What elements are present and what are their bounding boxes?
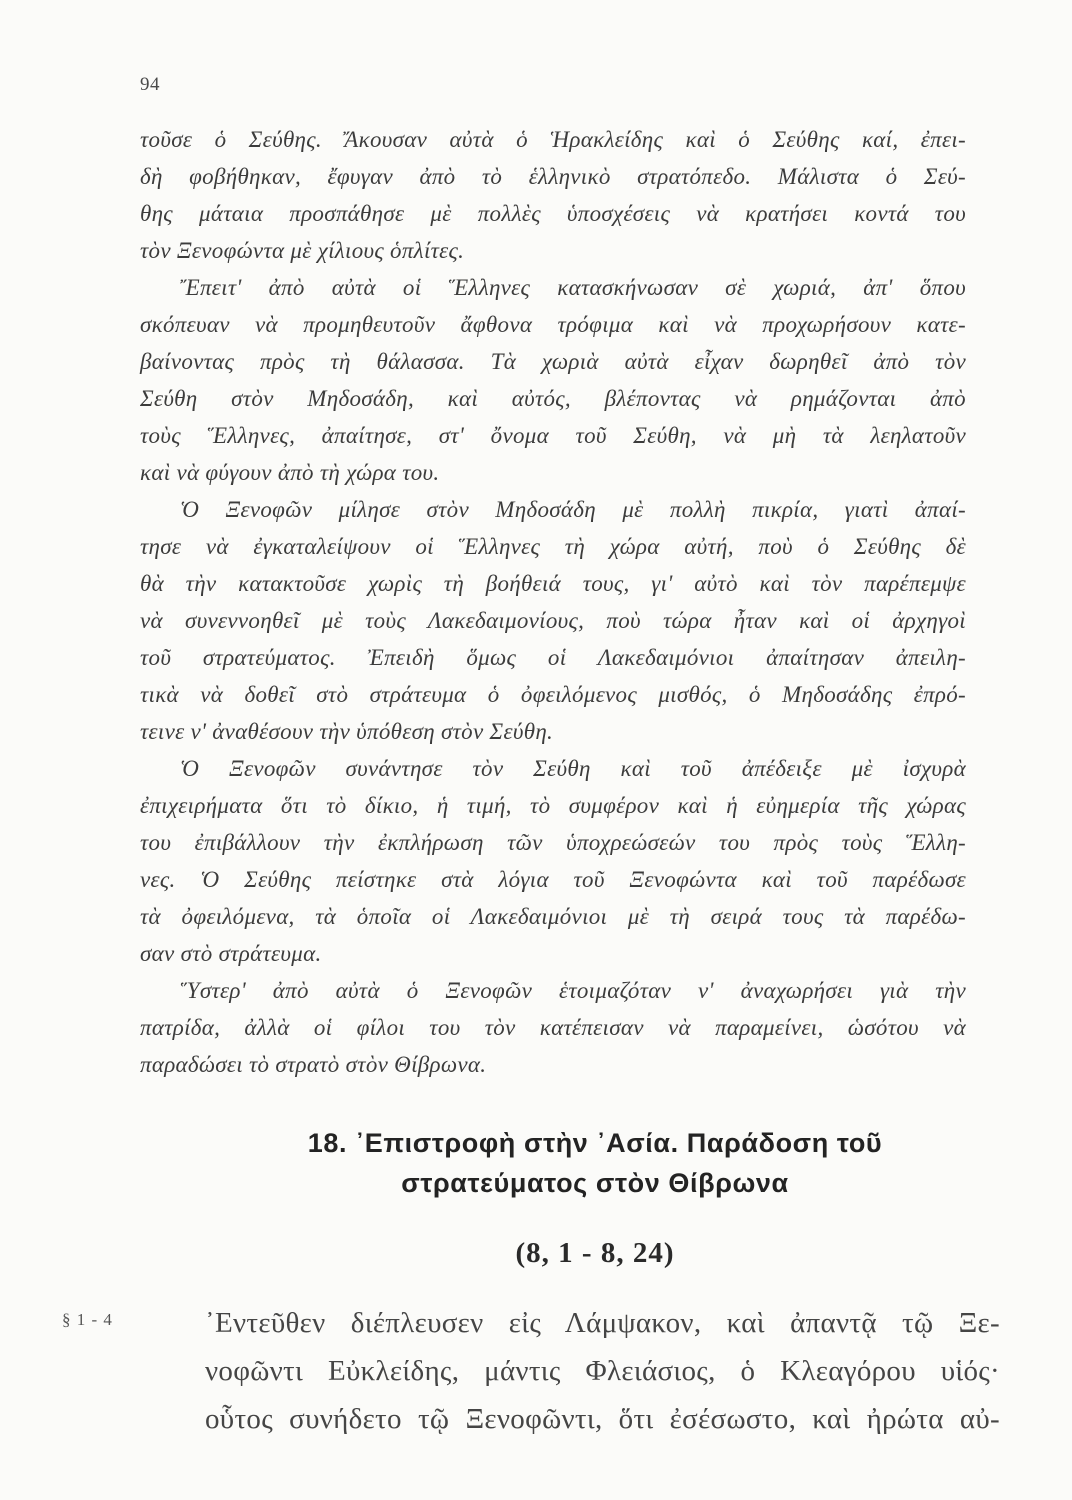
- text-line: ἐπιχειρήματα ὅτι τὸ δίκιο, ἡ τιμή, τὸ συμφέρον καὶ ἡ εὐημερία τῆς χώρας: [140, 793, 966, 818]
- text-line: τεινε ν' ἀναθέσουν τὴν ὑπόθεση στὸν Σεύθη.: [140, 719, 554, 744]
- section-heading: [275, 1123, 915, 1203]
- text-line: νοφῶντι Εὐκλείδης, μάντις Φλειάσιος, ὁ Κλεαγόρου υἱός·: [205, 1355, 1000, 1387]
- text-line: νες. Ὁ Σεύθης πείστηκε στὰ λόγια τοῦ Ξενοφώντα καὶ τοῦ παρέδωσε: [140, 867, 966, 892]
- text-line: νὰ συνεννοηθεῖ μὲ τοὺς Λακεδαιμονίους, ποὺ τώρα ἦταν καὶ οἱ ἀρχηγοὶ: [140, 608, 966, 633]
- translation-text: [140, 121, 966, 1083]
- text-line: θης μάταια προσπάθησε μὲ πολλὲς ὑποσχέσεις νὰ κρατήσει κοντά του: [140, 201, 966, 226]
- text-line: τὸν Ξενοφώντα μὲ χίλιους ὁπλίτες.: [140, 238, 465, 263]
- text-line: παραδώσει τὸ στρατὸ στὸν Θίβρωνα.: [140, 1052, 487, 1077]
- text-line: Σεύθη στὸν Μηδοσάδη, καὶ αὐτός, βλέποντας νὰ ρημάζονται ἀπὸ: [140, 386, 966, 411]
- page-number: 94: [140, 74, 160, 95]
- text-line: Ὁ Ξενοφῶν μίλησε στὸν Μηδοσάδη μὲ πολλὴ πικρία, γιατὶ ἀπαί-: [180, 497, 966, 522]
- text-line: τησε νὰ ἐγκαταλείψουν οἱ Ἕλληνες τὴ χώρα αὐτή, ποὺ ὁ Σεύθης δὲ: [140, 534, 966, 559]
- section-reference: (8, 1 - 8, 24): [515, 1237, 675, 1269]
- text-line: δὴ φοβήθηκαν, ἔφυγαν ἀπὸ τὸ ἑλληνικὸ στρατόπεδο. Μάλιστα ὁ Σεύ-: [140, 164, 966, 189]
- text-line: του ἐπιβάλλουν τὴν ἐκπλήρωση τῶν ὑποχρεώσεών του πρὸς τοὺς Ἕλλη-: [140, 830, 966, 855]
- text-line: τοὺς Ἕλληνες, ἀπαίτησε, στ' ὄνομα τοῦ Σεύθη, νὰ μὴ τὰ λεηλατοῦν: [140, 423, 966, 448]
- text-line: ᾿Εντεῦθεν διέπλευσεν εἰς Λάμψακον, καὶ ἀπαντᾷ τῷ Ξε-: [205, 1307, 1000, 1339]
- text-line: σαν στὸ στράτευμα.: [140, 941, 322, 966]
- text-line: τὰ ὀφειλόμενα, τὰ ὁποῖα οἱ Λακεδαιμόνιοι μὲ τὴ σειρά τους τὰ παρέδω-: [140, 904, 966, 929]
- original-greek-text: [205, 1299, 1000, 1443]
- text-line: πατρίδα, ἀλλὰ οἱ φίλοι του τὸν κατέπεισαν νὰ παραμείνει, ὡσότου νὰ: [140, 1015, 966, 1040]
- margin-reference: § 1 - 4: [62, 1310, 113, 1329]
- text-line: Ἔπειτ' ἀπὸ αὐτὰ οἱ Ἕλληνες κατασκήνωσαν σὲ χωριά, ἀπ' ὅπου: [180, 275, 966, 300]
- text-line: τοῦσε ὁ Σεύθης. Ἄκουσαν αὐτὰ ὁ Ἡρακλείδης καὶ ὁ Σεύθης καί, ἐπει-: [140, 127, 966, 152]
- section-heading-line: στρατεύματος στὸν Θίβρωνα: [401, 1168, 789, 1198]
- section-heading-line: 18. ᾿Επιστροφὴ στὴν ᾿Ασία. Παράδοση τοῦ: [307, 1128, 883, 1158]
- text-line: Ὕστερ' ἀπὸ αὐτὰ ὁ Ξενοφῶν ἑτοιμαζόταν ν' ἀναχωρήσει γιὰ τὴν: [180, 978, 966, 1003]
- text-line: τικὰ νὰ δοθεῖ στὸ στράτευμα ὁ ὀφειλόμενος μισθός, ὁ Μηδοσάδης ἐπρό-: [140, 682, 966, 707]
- text-line: τοῦ στρατεύματος. Ἐπειδὴ ὅμως οἱ Λακεδαιμόνιοι ἀπαίτησαν ἀπειλη-: [140, 645, 966, 670]
- text-line: καὶ νὰ φύγουν ἀπὸ τὴ χώρα του.: [140, 460, 440, 485]
- text-line: σκόπευαν νὰ προμηθευτοῦν ἄφθονα τρόφιμα καὶ νὰ προχωρήσουν κατε-: [140, 312, 966, 337]
- text-line: οὗτος συνήδετο τῷ Ξενοφῶντι, ὅτι ἐσέσωστο, καὶ ἠρώτα αὐ-: [205, 1403, 1000, 1435]
- text-line: θὰ τὴν κατακτοῦσε χωρὶς τὴ βοήθειά τους, γι' αὐτὸ καὶ τὸν παρέπεμψε: [140, 571, 966, 596]
- text-line: βαίνοντας πρὸς τὴ θάλασσα. Τὰ χωριὰ αὐτὰ εἶχαν δωρηθεῖ ἀπὸ τὸν: [140, 349, 966, 374]
- text-line: Ὁ Ξενοφῶν συνάντησε τὸν Σεύθη καὶ τοῦ ἀπέδειξε μὲ ἰσχυρὰ: [180, 756, 966, 781]
